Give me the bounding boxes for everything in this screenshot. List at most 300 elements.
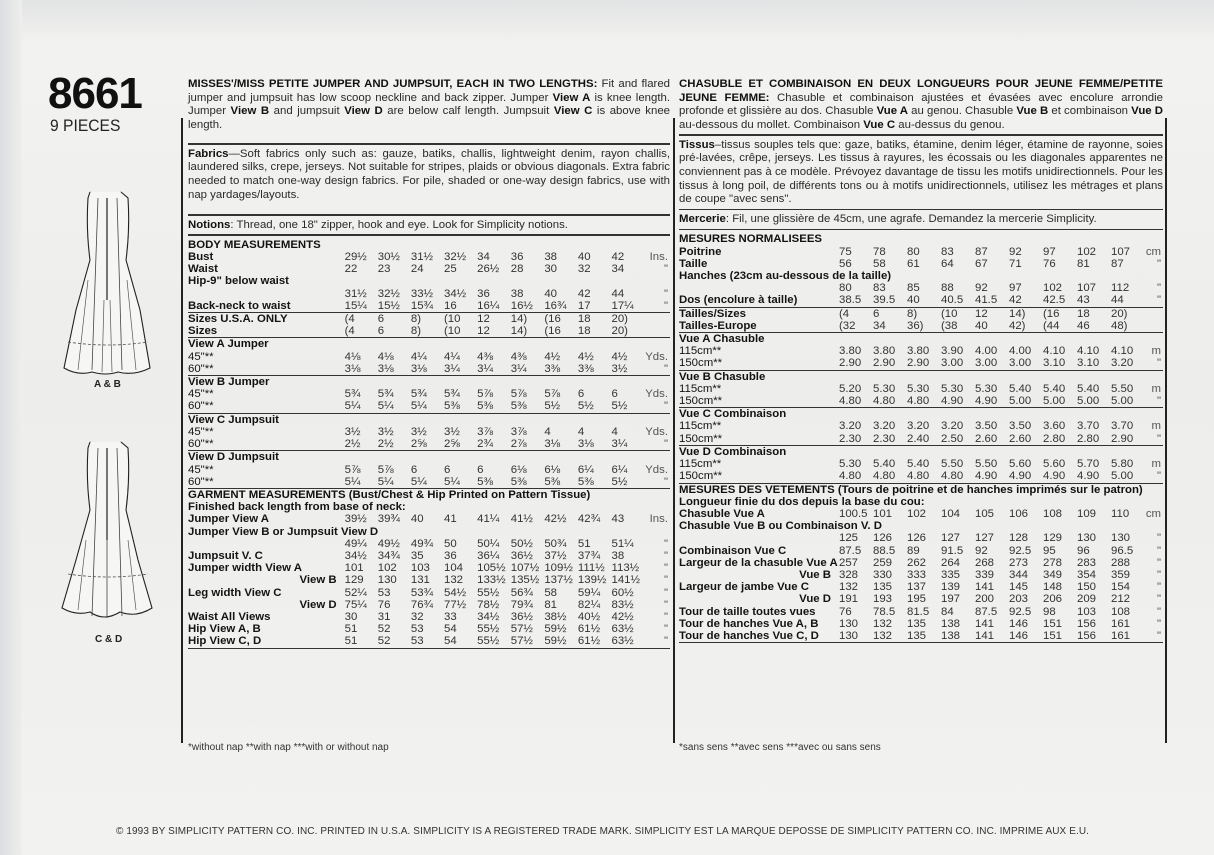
cell-value: 53 xyxy=(410,623,424,636)
unit: " xyxy=(1156,432,1161,445)
cell-value: 88 xyxy=(941,282,954,295)
row-label: 60"** xyxy=(188,438,214,451)
row-label: 115cm** xyxy=(679,420,722,433)
row-label: Jumper View A xyxy=(188,513,270,526)
english-panel xyxy=(188,78,670,649)
cell-value: 6 xyxy=(444,463,451,476)
cell-value: 148 xyxy=(1043,581,1063,594)
cell-value: 212 xyxy=(1111,593,1131,606)
cell-value: 5⅞ xyxy=(477,388,493,401)
cell-value: 103 xyxy=(410,562,430,575)
cell-value: 206 xyxy=(1043,593,1063,606)
table-row xyxy=(188,275,670,287)
cell-value: 130 xyxy=(1111,532,1131,545)
cell-value: 5.00 xyxy=(1043,395,1066,408)
row-label: Hanches (23cm au-dessous de la taille) xyxy=(679,270,892,283)
table-row xyxy=(679,508,1163,520)
unit: " xyxy=(663,574,668,587)
table-row xyxy=(679,483,1163,496)
cell-value: 161 xyxy=(1111,617,1131,630)
row-label: Waist xyxy=(188,263,218,276)
cell-value: 2⅝ xyxy=(410,438,427,451)
cell-value: 28 xyxy=(510,263,524,276)
cell-value: 4½ xyxy=(611,350,628,363)
cell-value: 161 xyxy=(1111,629,1131,642)
cell-value: 108 xyxy=(1043,507,1063,520)
row-label: 45"** xyxy=(188,463,214,476)
cell-value: 4⅛ xyxy=(377,350,394,363)
cell-value: 3.80 xyxy=(873,345,896,358)
cell-value: (32 xyxy=(839,319,856,332)
cell-value: 191 xyxy=(839,593,859,606)
row-label: 60"** xyxy=(188,362,214,375)
cell-value: 44 xyxy=(611,287,625,300)
cell-value: 4.90 xyxy=(1043,470,1066,483)
cell-value: 154 xyxy=(1111,581,1131,594)
mercerie-text: : Fil, une glissière de 45cm, une agrafe. Demandez la mercerie Simplicity. xyxy=(725,213,1097,226)
cell-value: 36¼ xyxy=(477,549,500,562)
cell-value: 3.70 xyxy=(1111,420,1134,433)
table-row xyxy=(188,464,670,476)
cell-value: 24 xyxy=(410,263,424,276)
unit: " xyxy=(1156,395,1161,408)
unit: " xyxy=(663,562,668,575)
cell-value: 200 xyxy=(975,593,995,606)
cell-value: 61½ xyxy=(577,623,601,636)
cell-value: 339 xyxy=(975,568,995,581)
unit: Ins. xyxy=(649,513,668,526)
cell-value: 5.30 xyxy=(873,382,896,395)
cell-value: 59¼ xyxy=(577,586,601,599)
cell-value: 63½ xyxy=(611,635,634,648)
cell-value: 128 xyxy=(1009,532,1029,545)
table-row xyxy=(679,270,1163,282)
cell-value: 76¾ xyxy=(410,598,434,611)
table-row xyxy=(188,300,670,313)
cell-value: 111½ xyxy=(577,562,605,575)
text: au-dessous du mollet. Combinaison xyxy=(679,118,864,131)
cell-value: 5½ xyxy=(544,400,561,413)
cell-value: 4¼ xyxy=(444,350,460,363)
french-footnote: *sans sens **avec sens ***avec ou sans sens xyxy=(679,742,881,753)
figure-label-a-b: A & B xyxy=(94,379,121,390)
row-label: Jumpsuit V. C xyxy=(188,549,263,562)
table-row xyxy=(679,370,1163,383)
cell-value: 55½ xyxy=(477,586,500,599)
cell-value: 109½ xyxy=(544,562,573,575)
cell-value: 6 xyxy=(410,463,418,476)
row-label: 150cm** xyxy=(679,432,723,445)
table-row xyxy=(188,239,670,251)
cell-value: 354 xyxy=(1077,568,1097,581)
table-row xyxy=(188,426,670,438)
cell-value: 5¾ xyxy=(410,388,427,401)
table-row xyxy=(188,325,670,338)
cell-value: 278 xyxy=(1043,556,1063,569)
cell-value: 131 xyxy=(410,574,430,587)
cell-value: 139 xyxy=(941,581,961,594)
cell-value: 5⅜ xyxy=(544,475,561,488)
cell-value: 56¾ xyxy=(510,586,533,599)
cell-value: 40 xyxy=(577,251,591,264)
fabrics-label: Fabrics xyxy=(188,147,229,160)
cell-value: 76 xyxy=(377,598,391,611)
table-row xyxy=(679,258,1163,270)
cell-value: 5.40 xyxy=(1009,382,1032,395)
text: are below calf length. Jumpsuit xyxy=(382,105,554,118)
cell-value: 51 xyxy=(344,623,358,636)
cell-value: 151 xyxy=(1043,629,1063,642)
english-footnote: *without nap **with nap ***with or without nap xyxy=(188,742,389,753)
cell-value: 6 xyxy=(577,388,585,401)
table-row xyxy=(679,445,1163,458)
cell-value: 4⅛ xyxy=(344,350,361,363)
cell-value: 37½ xyxy=(544,549,567,562)
cell-value: 31 xyxy=(377,610,391,623)
cell-value: 51 xyxy=(577,537,591,550)
cell-value: 132 xyxy=(873,629,893,642)
cell-value: 36½ xyxy=(510,610,533,623)
cell-value: 83 xyxy=(873,282,886,295)
table-row xyxy=(188,251,670,263)
cell-value: 5¼ xyxy=(377,400,394,413)
cell-value: 85 xyxy=(907,282,920,295)
divider-right xyxy=(1165,118,1167,743)
cell-value: 137 xyxy=(907,581,927,594)
cell-value: 81 xyxy=(544,598,557,611)
cell-value: 32 xyxy=(410,610,424,623)
table-row xyxy=(679,630,1163,643)
cell-value: 5.50 xyxy=(1111,382,1134,395)
cell-value: 5.40 xyxy=(1043,382,1066,395)
notions-section xyxy=(188,219,670,233)
unit: " xyxy=(1156,605,1161,618)
cell-value: 3.50 xyxy=(1009,420,1032,433)
row-label: 45"** xyxy=(188,388,214,401)
unit xyxy=(1145,320,1163,333)
cell-value: 3¼ xyxy=(477,362,493,375)
cell-value: 42 xyxy=(577,287,591,300)
cell-value: 3.70 xyxy=(1077,420,1100,433)
cell-value: 41.5 xyxy=(975,294,998,307)
cell-value: 89 xyxy=(907,544,920,557)
cell-value: 36 xyxy=(510,251,524,264)
cell-value: 56 xyxy=(839,257,852,270)
cell-value: 55½ xyxy=(477,623,500,636)
table-row xyxy=(679,545,1163,557)
table-row xyxy=(188,313,670,326)
cell-value: 349 xyxy=(1043,568,1063,581)
table-row xyxy=(679,458,1163,470)
view-ref: View A xyxy=(552,91,591,104)
unit: " xyxy=(1156,357,1161,370)
cell-value: 3.10 xyxy=(1077,357,1100,370)
table-row xyxy=(679,606,1163,618)
unit xyxy=(645,325,670,338)
cell-value: 36) xyxy=(907,319,924,332)
cell-value: 262 xyxy=(907,556,927,569)
row-label: Tour de hanches Vue A, B xyxy=(679,617,819,630)
table-row xyxy=(679,320,1163,333)
cell-value: 83½ xyxy=(611,598,634,611)
unit: Yds. xyxy=(645,350,668,363)
cell-value: 77½ xyxy=(444,598,467,611)
cell-value: 193 xyxy=(873,593,893,606)
french-measurement-table xyxy=(679,233,1163,643)
cell-value: 54½ xyxy=(444,586,467,599)
divider xyxy=(679,209,1163,211)
cell-value: 328 xyxy=(839,568,859,581)
cell-value: 129 xyxy=(1043,532,1063,545)
cell-value: 3.80 xyxy=(907,345,930,358)
cell-value: 3⅞ xyxy=(510,425,527,438)
cell-value: 344 xyxy=(1009,568,1029,581)
table-row xyxy=(188,351,670,363)
row-label: Hip View A, B xyxy=(188,623,261,636)
cell-value: 4.90 xyxy=(1077,470,1100,483)
cell-value: 6¼ xyxy=(577,463,594,476)
row-label: Waist All Views xyxy=(188,610,271,623)
english-title: MISSES'/MISS PETITE JUMPER AND JUMPSUIT, EACH IN TWO LENGTHS: xyxy=(188,78,598,90)
cell-value: 2.90 xyxy=(873,357,896,370)
cell-value: 42.5 xyxy=(1043,294,1066,307)
cell-value: 14) xyxy=(511,313,545,326)
cell-value: 42¾ xyxy=(577,513,601,526)
cell-value: 5.30 xyxy=(975,382,998,395)
unit: Ins. xyxy=(649,251,668,264)
table-row xyxy=(679,383,1163,395)
table-row xyxy=(679,233,1163,245)
cell-value: 18 xyxy=(1077,307,1111,320)
cell-value: 5¼ xyxy=(377,475,394,488)
cell-value: 63½ xyxy=(611,623,634,636)
cell-value: 38 xyxy=(510,287,524,300)
cell-value: 82¼ xyxy=(577,598,601,611)
cell-value: 4.80 xyxy=(839,470,862,483)
cell-value: 102 xyxy=(1043,282,1063,295)
cell-value: 5¾ xyxy=(444,388,460,401)
cell-value: 48) xyxy=(1111,319,1128,332)
cell-value: 130 xyxy=(377,574,397,587)
row-label xyxy=(679,282,839,294)
cell-value: 16¼ xyxy=(477,299,500,312)
unit: " xyxy=(1156,593,1161,606)
cell-value: 132 xyxy=(444,574,464,587)
cell-value: 113½ xyxy=(611,562,640,575)
unit: " xyxy=(1156,568,1161,581)
row-label xyxy=(188,288,345,300)
cell-value: 50¾ xyxy=(544,537,567,550)
row-label: Tailles/Sizes xyxy=(679,307,839,320)
table-row xyxy=(679,307,1163,320)
cell-value: 61½ xyxy=(577,635,601,648)
cell-value: 110 xyxy=(1111,507,1130,520)
cell-value: 5⅞ xyxy=(344,463,361,476)
cell-value: 2.90 xyxy=(839,357,862,370)
text: Chasuble et combinaison ajustées et évasées avec encolure arrondie profonde et glissière au dos. Chasuble xyxy=(679,91,1163,118)
cell-value: 5½ xyxy=(611,475,628,488)
cell-value: 36 xyxy=(477,287,490,300)
fabrics-text: —Soft fabrics only such as: gauze, batiks, challis, lightweight denim, rayon challis, laundered silks, crepe, jerseys. Not suitable for stripes, plaids or obvious diagonals. Extra fabric needed to match one-way design fabrics. For pile, shaded or one-way design fabrics, use with nap yardages/layouts. xyxy=(188,147,670,201)
cell-value: 12 xyxy=(477,313,511,326)
cell-value: 8) xyxy=(907,307,941,320)
cell-value: 59½ xyxy=(544,623,567,636)
cell-value: 29½ xyxy=(344,251,367,264)
cell-value: 38 xyxy=(611,549,625,562)
cell-value: 3⅜ xyxy=(577,362,594,375)
cell-value: 3.10 xyxy=(1043,357,1066,370)
cell-value: 38 xyxy=(544,251,557,264)
cell-value: 4.10 xyxy=(1111,345,1134,358)
table-row xyxy=(679,333,1163,346)
cell-value: 87 xyxy=(975,245,988,258)
cell-value: 39.5 xyxy=(873,294,896,307)
cell-value: 96.5 xyxy=(1111,544,1134,557)
unit: " xyxy=(1156,532,1161,545)
text: et combinaison xyxy=(1048,105,1132,118)
cell-value: 138 xyxy=(941,629,961,642)
cell-value: 31½ xyxy=(410,251,434,264)
cell-value: 3½ xyxy=(377,425,394,438)
cell-value: 4.80 xyxy=(839,395,862,408)
unit: " xyxy=(1156,617,1161,630)
cell-value: 78 xyxy=(873,245,886,258)
cell-value: 104 xyxy=(941,507,961,520)
cell-value: 34½ xyxy=(444,287,467,300)
cell-value: 5.70 xyxy=(1077,458,1100,471)
cell-value: 37¾ xyxy=(577,549,601,562)
cell-value: 3.20 xyxy=(1111,357,1134,370)
cell-value: 34½ xyxy=(344,549,367,562)
cell-value: 92.5 xyxy=(1009,605,1032,618)
cell-value: 34½ xyxy=(477,610,500,623)
cell-value: 130 xyxy=(839,617,859,630)
cell-value: 3½ xyxy=(344,425,361,438)
cell-value: 3.60 xyxy=(1043,420,1066,433)
cell-value: 5¼ xyxy=(444,475,460,488)
cell-value: 2¾ xyxy=(477,438,493,451)
cell-value: 3¼ xyxy=(510,362,527,375)
cell-value: (10 xyxy=(941,307,975,320)
table-row xyxy=(188,288,670,300)
cell-value: 268 xyxy=(975,556,995,569)
cell-value: 31½ xyxy=(344,287,367,300)
row-label: Tailles-Europe xyxy=(679,319,757,332)
figure-label-c-d: C & D xyxy=(95,634,123,645)
cell-value: 264 xyxy=(941,556,961,569)
table-row xyxy=(188,599,670,611)
cell-value: 288 xyxy=(1111,556,1131,569)
divider-middle xyxy=(673,118,675,743)
cell-value: 3¼ xyxy=(611,438,628,451)
cell-value: 58 xyxy=(873,257,886,270)
cell-value: 106 xyxy=(1009,507,1029,520)
cell-value: 257 xyxy=(839,556,859,569)
table-row xyxy=(679,593,1163,605)
view-heading: View B Jumper xyxy=(188,376,670,389)
table-row xyxy=(679,618,1163,630)
row-label xyxy=(679,532,839,544)
cell-value: 98 xyxy=(1043,605,1056,618)
table-row xyxy=(188,488,670,501)
cell-value: 5¾ xyxy=(344,388,361,401)
table-row xyxy=(188,623,670,635)
cell-value: (10 xyxy=(444,313,477,326)
table-row xyxy=(188,338,670,351)
cell-value: 53 xyxy=(377,586,391,599)
cell-value: (4 xyxy=(839,307,873,320)
cell-value: 130 xyxy=(839,629,859,642)
cell-value: 4 xyxy=(544,425,551,438)
cell-value: 52 xyxy=(377,623,391,636)
table-row xyxy=(679,294,1163,307)
cell-value: 3⅜ xyxy=(544,362,561,375)
cell-value: 5¼ xyxy=(344,400,361,413)
cell-value: 2.80 xyxy=(1043,432,1066,445)
cell-value: 5.30 xyxy=(839,458,862,471)
view-heading: Vue B Chasuble xyxy=(679,370,1163,383)
row-label: 115cm** xyxy=(679,345,722,358)
cell-value: 4.90 xyxy=(941,395,964,408)
cell-value: (4 xyxy=(344,325,355,338)
cell-value: 6⅛ xyxy=(544,463,561,476)
cell-value: 64 xyxy=(941,257,954,270)
cell-value: 39½ xyxy=(344,513,367,526)
cell-value: 135 xyxy=(907,629,927,642)
table-row xyxy=(679,520,1163,532)
cell-value: 5¼ xyxy=(410,475,427,488)
cell-value: 100.5 xyxy=(839,507,868,520)
unit: " xyxy=(663,287,668,300)
unit xyxy=(645,313,670,326)
row-label: View B xyxy=(299,574,337,587)
divider-left xyxy=(181,118,183,743)
cell-value: 61 xyxy=(907,257,920,270)
unit: " xyxy=(663,362,668,375)
view-heading: View C Jumpsuit xyxy=(188,413,670,426)
row-label: Bust xyxy=(188,251,214,264)
cell-value: 6 xyxy=(377,325,385,338)
cell-value: (16 xyxy=(1043,307,1077,320)
row-label: Chasuble Vue A xyxy=(679,507,765,520)
divider xyxy=(188,214,670,216)
cell-value: 3.20 xyxy=(941,420,964,433)
unit: " xyxy=(1156,257,1161,270)
table-row xyxy=(188,451,670,464)
cell-value: 107 xyxy=(1111,245,1131,258)
cell-value: 80 xyxy=(839,282,852,295)
tissus-text: –tissus souples tels que: gaze, batiks, étamine, denim léger, étamine de rayonne, soies pré-lavées, crêpe, jerseys. Les tissus à rayures, les écossais ou les diagonales apparentes ne conviennent pas à ce modèle. Prévoyez davantage de tissu les motifs unidirectionnels. Pour les tissus à long poil, de différents tons ou à motifs unidirectionnels, utilisez les métrages et plans de coupe "avec sens". xyxy=(679,138,1163,206)
row-label: Largeur de la chasuble Vue A xyxy=(679,556,838,569)
table-row xyxy=(679,357,1163,370)
row-label: Vue D xyxy=(799,593,831,606)
unit: Yds. xyxy=(645,463,668,476)
cell-value: 3⅞ xyxy=(477,425,493,438)
table-row xyxy=(679,581,1163,593)
cell-value: 209 xyxy=(1077,593,1097,606)
cell-value: 135 xyxy=(873,581,893,594)
cell-value: 52 xyxy=(377,635,391,648)
row-label: 60"** xyxy=(188,400,214,413)
cell-value: 4.10 xyxy=(1043,345,1066,358)
cell-value: 41¼ xyxy=(477,513,500,526)
cell-value: 91.5 xyxy=(941,544,964,557)
cell-value: (16 xyxy=(544,325,561,338)
text: au genou. Chasuble xyxy=(908,105,1017,118)
unit: " xyxy=(1156,556,1161,569)
cell-value: 34 xyxy=(477,251,490,264)
table-row xyxy=(188,501,670,513)
